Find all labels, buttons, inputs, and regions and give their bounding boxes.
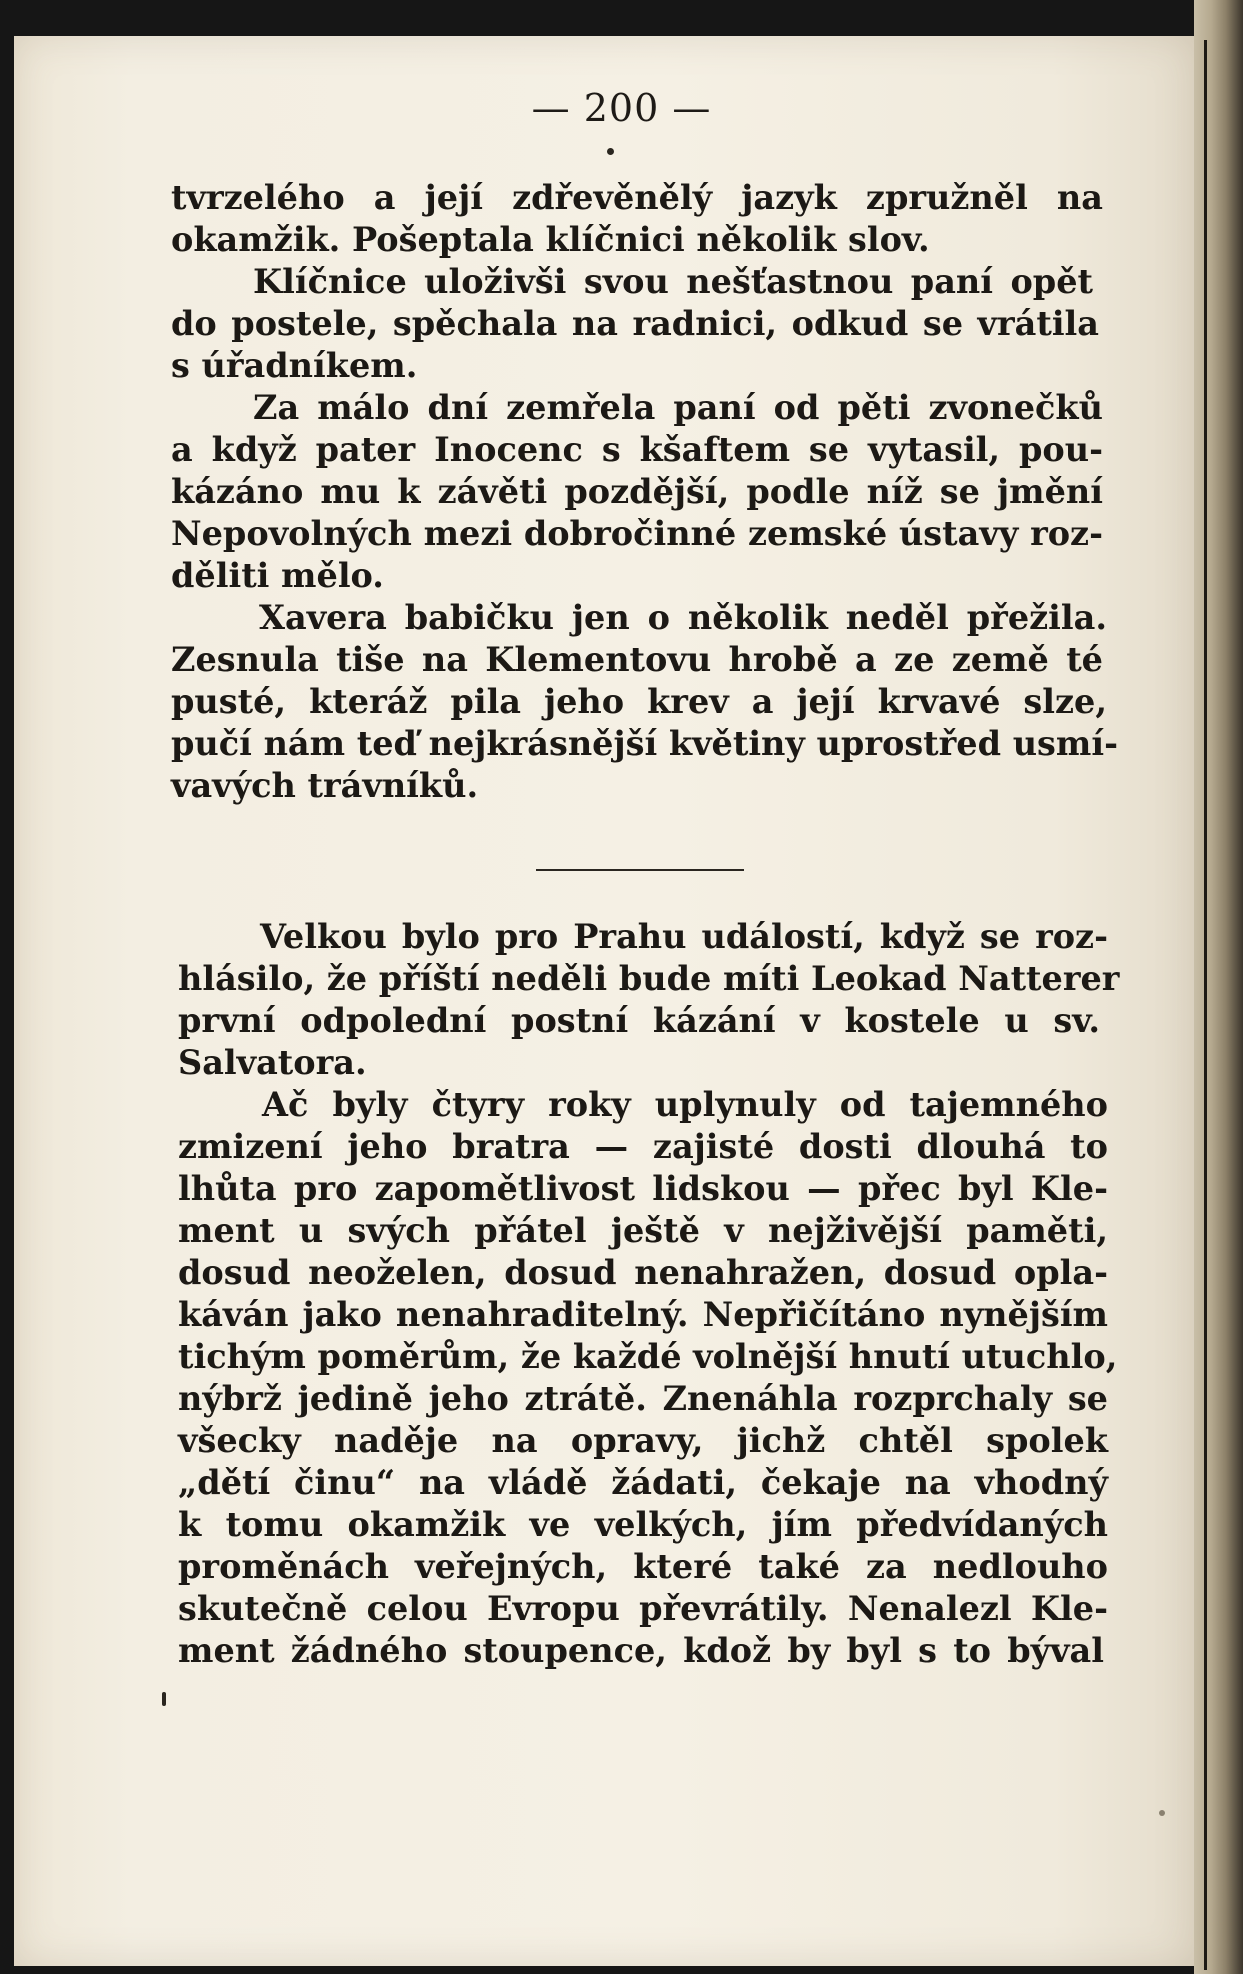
text-line: Klíčnice uloživši svou nešťastnou paní opět (253, 262, 1093, 301)
text-line: k tomu okamžik ve velkých, jím předvídaných (178, 1505, 1108, 1544)
text-line: ment žádného stoupence, kdož by byl s to býval (178, 1631, 1104, 1670)
text-line: kázáno mu k závěti pozdější, podle níž se jmění (171, 472, 1103, 511)
ink-speck (1159, 1810, 1165, 1816)
text-line: „dětí činu“ na vládě žádati, čekaje na vhodný (178, 1463, 1108, 1502)
text-line: děliti mělo. (171, 556, 384, 595)
ink-speck (162, 1692, 166, 1706)
paragraph-block-2 (178, 916, 1120, 1672)
section-divider (536, 869, 744, 871)
text-line: nýbrž jedině jeho ztrátě. Znenáhla rozprchaly se (178, 1379, 1108, 1418)
text-line: Nepovolných mezi dobročinné zemské ústavy roz- (171, 514, 1103, 553)
text-line: vavých trávníků. (171, 766, 479, 805)
text-line: lhůta pro zapomětlivost lidskou — přec byl Kle- (178, 1169, 1108, 1208)
text-line: zmizení jeho bratra — zajisté dosti dlouhá to (178, 1127, 1108, 1166)
text-line: proměnách veřejných, které také za nedlouho (178, 1547, 1108, 1586)
text-line: Velkou bylo pro Prahu událostí, když se roz- (260, 917, 1108, 956)
paragraph-block-1 (171, 177, 1118, 807)
text-line: tichým poměrům, že každé volnější hnutí utuchlo, (178, 1337, 1118, 1376)
text-line: s úřadníkem. (171, 346, 418, 385)
book-spine (1194, 0, 1243, 1974)
spine-edge (1204, 40, 1207, 1970)
text-line: Ač byly čtyry roky uplynuly od tajemného (262, 1085, 1108, 1124)
page-number: — 200 — (531, 86, 712, 130)
text-line: do postele, spěchala na radnici, odkud se vrátila (171, 304, 1099, 343)
text-line: první odpolední postní kázání v kostele u sv. (178, 1001, 1100, 1040)
text-line: skutečně celou Evropu převrátily. Nenalezl Kle- (178, 1589, 1108, 1628)
text-line: pučí nám teď nejkrásnější květiny uprostřed usmí- (171, 724, 1118, 763)
text-line: hlásilo, že příští neděli bude míti Leokad Natterer (178, 959, 1120, 998)
text-line: pusté, kteráž pila jeho krev a její krvavé slze, (171, 682, 1107, 721)
text-line: tvrzelého a její zdřevěnělý jazyk zpružněl na (171, 178, 1103, 217)
text-line: Za málo dní zemřela paní od pěti zvonečků (253, 388, 1103, 427)
text-line: dosud neoželen, dosud nenahražen, dosud opla- (178, 1253, 1108, 1292)
text-line: Salvatora. (178, 1043, 367, 1082)
text-line: káván jako nenahraditelný. Nepřičítáno nynějším (178, 1295, 1108, 1334)
text-line: všecky naděje na opravy, jichž chtěl spolek (178, 1421, 1108, 1460)
text-line: Zesnula tiše na Klementovu hrobě a ze země té (171, 640, 1103, 679)
text-line: Xavera babičku jen o několik neděl přežila. (259, 598, 1107, 637)
text-line: okamžik. Pošeptala klíčnici několik slov. (171, 220, 930, 259)
text-line: a když pater Inocenc s kšaftem se vytasil, pou- (171, 430, 1103, 469)
text-line: ment u svých přátel ještě v nejživější paměti, (178, 1211, 1108, 1250)
ink-speck (607, 148, 614, 155)
